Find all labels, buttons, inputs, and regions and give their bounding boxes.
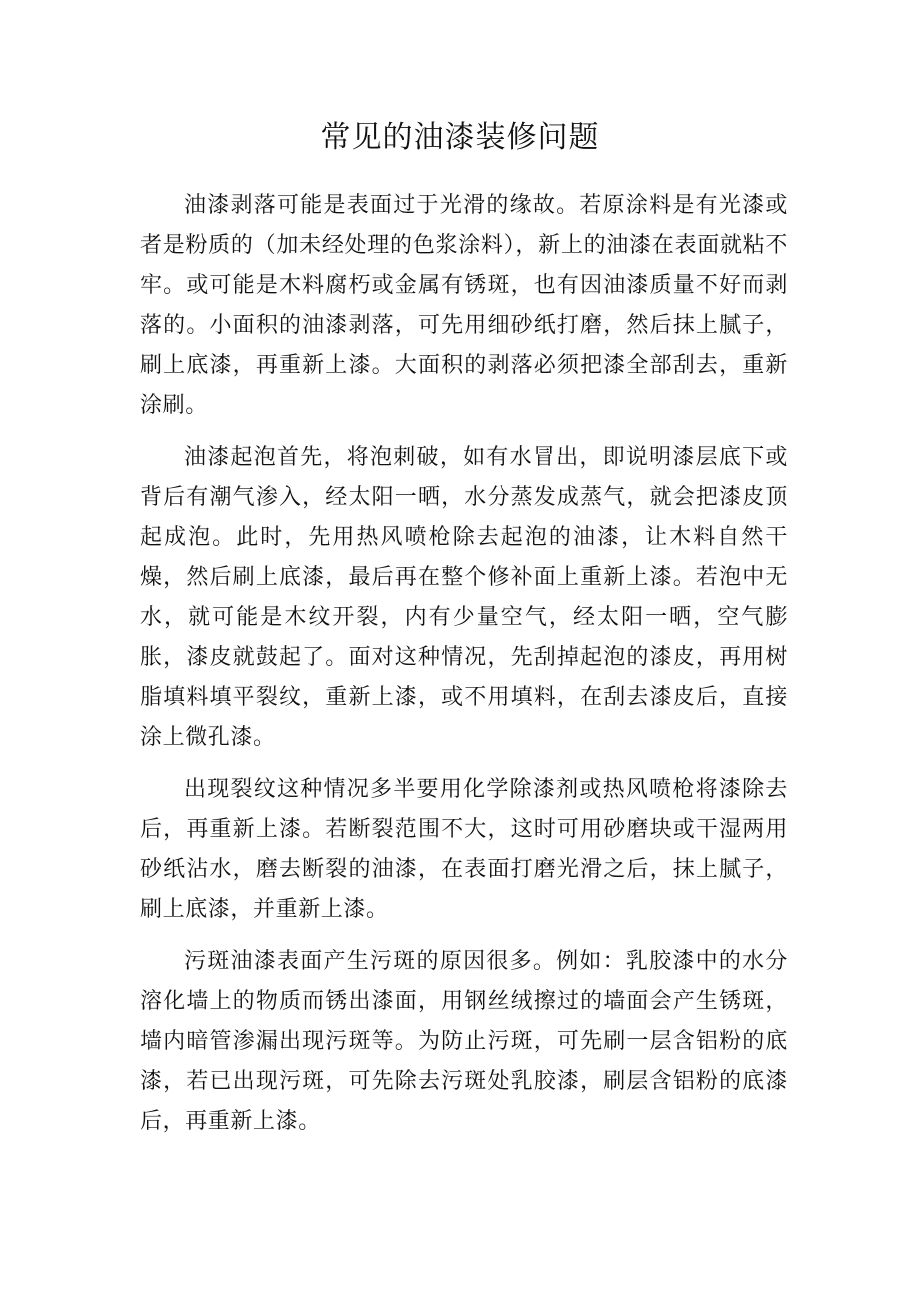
paragraph-blistering: 油漆起泡首先，将泡刺破，如有水冒出，即说明漆层底下或背后有潮气渗入，经太阳一晒，水分蒸发成蒸气，就会把漆皮顶起成泡。此时，先用热风喷枪除去起泡的油漆，让木料自然干燥，然后刷上底漆，最后再在整个修补面上重新上漆。若泡中无水，就可能是木纹开裂，内有少量空气，经太阳一晒，空气膨胀，漆皮就鼓起了。面对这种情况，先刮掉起泡的漆皮，再用树脂填料填平裂纹，重新上漆，或不用填料，在刮去漆皮后，直接涂上微孔漆。 [140, 445, 788, 750]
document-body [140, 186, 788, 1154]
paragraph-cracking: 出现裂纹这种情况多半要用化学除漆剂或热风喷枪将漆除去后，再重新上漆。若断裂范围不大，这时可用砂磨块或干湿两用砂纸沾水，磨去断裂的油漆，在表面打磨光滑之后，抹上腻子，刷上底漆，并重新上漆。 [140, 777, 788, 922]
paragraph-peeling: 油漆剥落可能是表面过于光滑的缘故。若原涂料是有光漆或者是粉质的（加未经处理的色浆涂料），新上的油漆在表面就粘不牢。或可能是木料腐朽或金属有锈斑，也有因油漆质量不好而剥落的。小面积的油漆剥落，可先用细砂纸打磨，然后抹上腻子，刷上底漆，再重新上漆。大面积的剥落必须把漆全部刮去，重新涂刷。 [140, 193, 788, 418]
page-title: 常见的油漆装修问题 [320, 120, 600, 155]
paragraph-stains: 污斑油漆表面产生污斑的原因很多。例如：乳胶漆中的水分溶化墙上的物质而锈出漆面，用钢丝绒擦过的墙面会产生锈斑，墙内暗管渗漏出现污斑等。为防止污斑，可先刷一层含铝粉的底漆，若已出现污斑，可先除去污斑处乳胶漆，刷层含铝粉的底漆后，再重新上漆。 [140, 949, 788, 1134]
